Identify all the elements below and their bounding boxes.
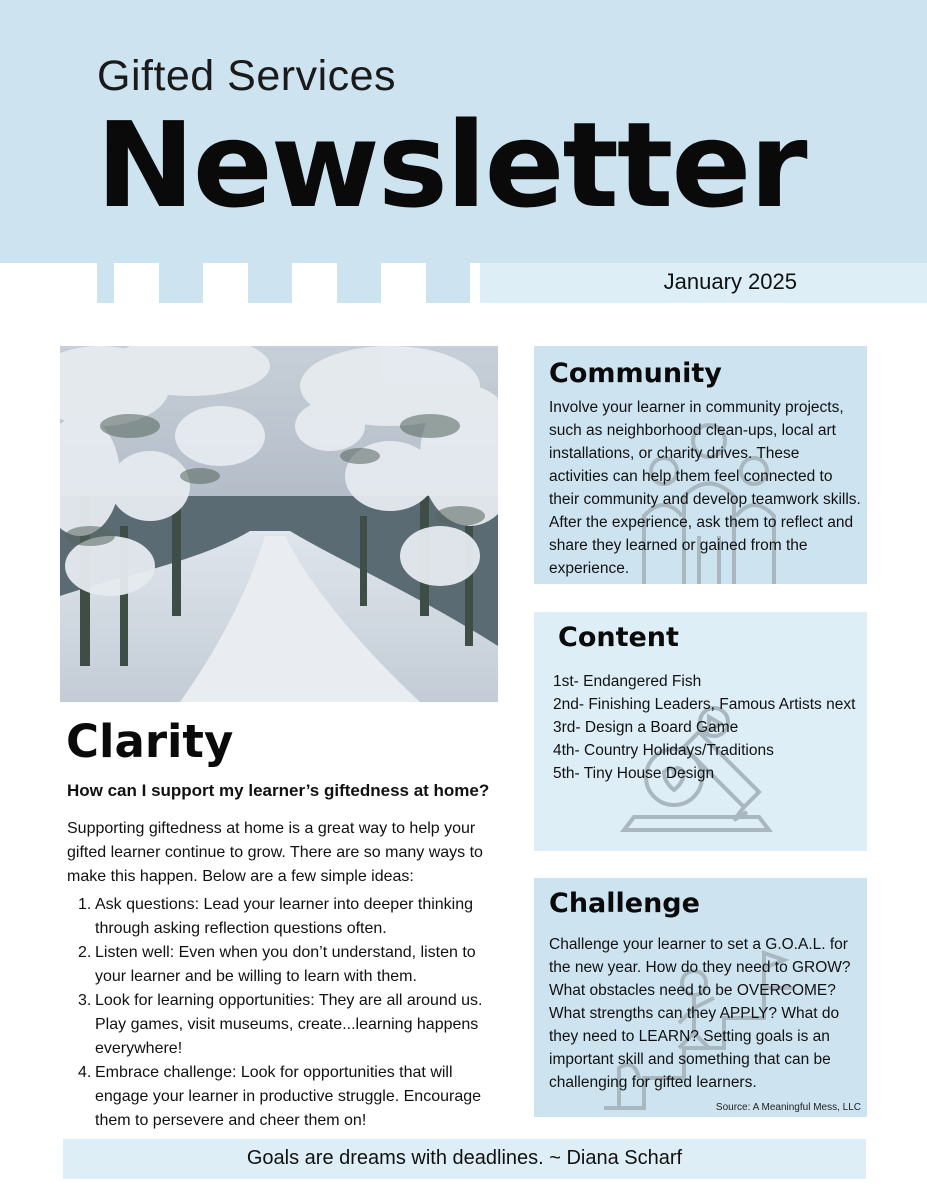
date-bar (480, 263, 927, 303)
list-item: 4. Embrace challenge: Look for opportunities that will engage your learner in productive struggle. Encourage them to persevere and cheer them on! (78, 1064, 482, 1129)
content-list (553, 670, 863, 785)
footer-quote: Goals are dreams with deadlines. ~ Diana Scharf (246, 1147, 683, 1169)
newsletter-subtitle: Gifted Services (97, 52, 397, 100)
list-item: 3rd- Design a Board Game (553, 719, 739, 736)
clarity-heading: Clarity (66, 715, 234, 768)
footer-quote-bar (63, 1139, 866, 1179)
community-text: Involve your learner in community projects, such as neighborhood clean-ups, local art installations, or charity drives. These activities can help them feel connected to their community and develop teamwork skills. After the experience, ask them to reflect and share they learned or gained from the experience. (549, 399, 861, 577)
list-item: 1st- Endangered Fish (553, 673, 702, 690)
decor-stripe (337, 263, 381, 303)
list-item: 3. Look for learning opportunities: They are all around us. Play games, visit museums, create...learning happens everywhere! (78, 992, 483, 1057)
clarity-ideas-list (78, 893, 485, 1133)
challenge-box (534, 878, 867, 1117)
decor-stripe (248, 263, 292, 303)
list-item: 1. Ask questions: Lead your learner into deeper thinking through asking reflection questions often. (78, 896, 474, 937)
list-item: 2. Listen well: Even when you don’t understand, listen to your learner and be willing to learn with them. (78, 944, 476, 985)
decor-stripe (159, 263, 203, 303)
decor-stripe (426, 263, 470, 303)
decor-stripe (97, 263, 114, 303)
header-banner (0, 0, 927, 263)
content-box (534, 612, 867, 851)
list-item: 4th- Country Holidays/Traditions (553, 742, 774, 759)
clarity-intro: Supporting giftedness at home is a great way to help your gifted learner continue to grow. There are so many ways to make this happen. Below are a few simple ideas: (67, 820, 483, 885)
challenge-heading: Challenge (549, 888, 700, 919)
content-heading: Content (558, 622, 679, 653)
clarity-question: How can I support my learner’s giftedness at home? (67, 781, 490, 800)
community-box (534, 346, 867, 584)
challenge-text: Challenge your learner to set a G.O.A.L. for the new year. How do they need to GROW? What obstacles need to be OVERCOME? What strengths can they APPLY? What do they need to LEARN? Setting goals is an important skill and something that can be challenging for gifted learners. (549, 936, 851, 1091)
snowy-path-photo (60, 346, 498, 702)
issue-date: January 2025 (663, 269, 797, 294)
list-item: 5th- Tiny House Design (553, 765, 715, 782)
list-item: 2nd- Finishing Leaders, Famous Artists next (553, 696, 856, 713)
newsletter-title: Newsletter (96, 96, 806, 234)
community-heading: Community (549, 358, 722, 389)
source-credit: Source: A Meaningful Mess, LLC (715, 1102, 861, 1113)
